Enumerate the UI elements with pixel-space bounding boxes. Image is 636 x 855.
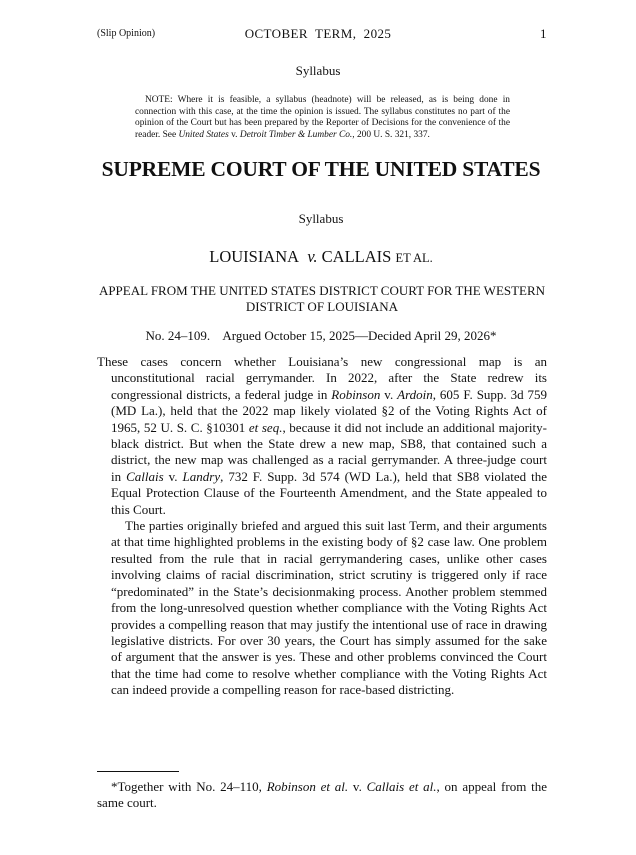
party-two: CALLAIS	[321, 247, 392, 266]
p1-v2: v.	[163, 468, 183, 484]
case-ardoin: Ardoin	[397, 386, 433, 402]
note-case-a: United States	[178, 129, 229, 140]
footnote-case-one: Robinson et al.	[266, 779, 349, 794]
p1-v1: v.	[380, 386, 398, 402]
case-landry: Landry	[182, 468, 221, 484]
footnote	[97, 779, 547, 812]
court-name: SUPREME COURT OF THE UNITED STATES	[101, 157, 541, 181]
syllabus-label: Syllabus	[298, 211, 344, 226]
case-caption	[0, 247, 636, 267]
note-case-b: Detroit Timber & Lumber Co.,	[239, 129, 355, 140]
footnote-text-b: , on appeal from the same court.	[97, 779, 547, 811]
appeal-line: APPEAL FROM THE UNITED STATES DISTRICT COURT FOR THE WESTERN DISTRICT OF LOUISIANA	[98, 283, 546, 314]
note-text: NOTE: Where it is feasible, a syllabus (headnote) will be released, as is being done in connection with this case, at the time the opinion is issued. The syllabus constitutes no part of the opinion of the Court but has been prepared by the Reporter of Decisions for the convenience of the reader. See	[135, 95, 510, 140]
note-cite: 200 U. S. 321, 337.	[354, 129, 430, 140]
paragraph-two: The parties originally briefed and argued this suit last Term, and their arguments at that time highlighted problems in the existing body of §2 case law. One problem resulted from the rule that in racial gerrymandering cases, unlike other cases involving claims of racial discrimination, strict scrutiny is triggered only if race “predominated” in the State’s decisionmaking process. Another problem stemmed from the long-unresolved question whether compliance with the Voting Rights Act provides a compelling reason that may justify the intentional use of race in drawing legislative districts. For over 30 years, the Court has simply assumed for the sake of argument that the answer is yes. These and other problems convinced the Court that the time had come to resolve whether compliance with the Voting Rights Act can indeed provide a compelling reason for race-based districting.	[111, 518, 547, 698]
syllabus-body	[97, 354, 547, 699]
p1-text-a: These cases concern whether Louisiana’s new congressional map is an unconstitutional racial gerrymander. In 2022, after the State redrew its congressional districts, a federal judge in	[97, 354, 547, 402]
footnote-text-a: *Together with No. 24–110,	[111, 779, 267, 794]
p1-text-c: , because it did not include an additional majority-black district. But when the State drew a new map, SB8, that contained such a district, the new map was challenged as a racial gerrymander. A three-judge court in	[111, 419, 547, 484]
et-seq: et seq.	[248, 419, 283, 435]
p1-text-b: , 605 F. Supp. 3d 759 (MD La.), held that the 2022 map likely violated §2 of the Voting Rights Act of 1965, 52 U. S. C. §10301	[111, 386, 548, 435]
versus: v.	[307, 247, 318, 266]
paragraph-one	[97, 354, 547, 518]
case-robinson: Robinson	[331, 386, 381, 402]
footnote-v: v.	[348, 779, 367, 794]
party-one: LOUISIANA	[209, 247, 300, 266]
syllabus-heading: Syllabus	[295, 63, 341, 78]
reporter-note	[135, 95, 510, 141]
p1-text-d: , 732 F. Supp. 3d 574 (WD La.), held that SB8 violated the Equal Protection Clause of the Fourteenth Amendment, and the State appealed to this Court.	[111, 468, 547, 517]
footnote-divider	[97, 771, 179, 772]
note-v: v.	[228, 129, 240, 140]
footnote-case-two: Callais et al.	[366, 779, 437, 794]
term-header: OCTOBER TERM, 2025	[244, 26, 392, 41]
et-al: ET AL.	[395, 251, 433, 265]
docket-line: No. 24–109. Argued October 15, 2025—Decided April 29, 2026*	[145, 328, 497, 343]
slip-opinion-label: (Slip Opinion)	[97, 28, 156, 39]
case-callais: Callais	[126, 468, 164, 484]
page-number: 1	[540, 26, 547, 41]
